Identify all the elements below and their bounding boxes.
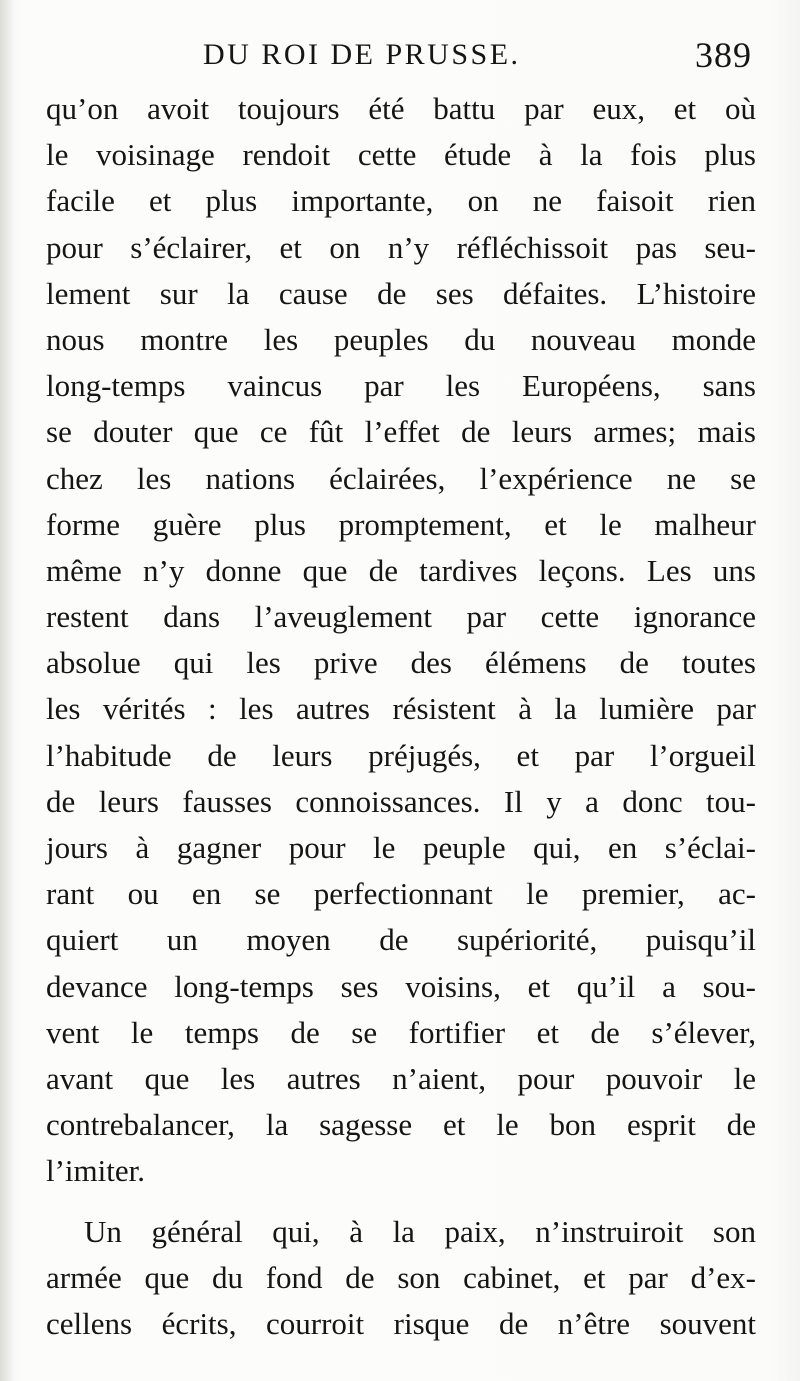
text-line: le voisinage rendoit cette étude à la fois plus [46, 137, 756, 173]
text-line: rant ou en se perfectionnant le premier, ac- [46, 876, 756, 912]
page-header [48, 34, 756, 82]
body-text [46, 86, 756, 1347]
page-number: 389 [695, 35, 752, 75]
text-line: contrebalancer, la sagesse et le bon esprit de [46, 1107, 756, 1143]
paragraph-gap [46, 1195, 756, 1209]
text-line: lement sur la cause de ses défaites. L’histoire [46, 275, 756, 311]
text-line: nous montre les peuples du nouveau monde [46, 321, 756, 357]
text-line: même n’y donne que de tardives leçons. Les uns [46, 552, 756, 588]
text-line: Un général qui, à la paix, n’instruiroit son [84, 1213, 756, 1249]
text-line: se douter que ce fût l’effet de leurs armes; mais [46, 414, 756, 450]
text-line: qu’on avoit toujours été battu par eux, et où [46, 91, 756, 126]
text-line: pour s’éclairer, et on n’y réfléchissoit pas seu- [46, 229, 756, 265]
text-line: facile et plus importante, on ne faisoit rien [46, 183, 756, 219]
text-line: l’habitude de leurs préjugés, et par l’orgueil [46, 737, 756, 773]
text-line: chez les nations éclairées, l’expérience ne se [46, 460, 756, 496]
text-line: jours à gagner pour le peuple qui, en s’éclai- [46, 830, 756, 865]
text-line: forme guère plus promptement, et le malheur [46, 506, 756, 542]
text-line: l’imiter. [46, 1153, 146, 1189]
text-line: armée que du fond de son cabinet, et par d’ex- [46, 1259, 756, 1295]
binding-shadow [0, 0, 14, 1381]
running-head: DU ROI DE PRUSSE. [203, 38, 521, 71]
text-line: restent dans l’aveuglement par cette ignorance [46, 599, 756, 635]
paragraph-2 [46, 1209, 756, 1348]
text-line: quiert un moyen de supériorité, puisqu’il [46, 922, 756, 958]
paragraph-1 [46, 86, 756, 1195]
text-line: de leurs fausses connoissances. Il y a donc tou- [46, 783, 756, 819]
text-line: devance long-temps ses voisins, et qu’il a sou- [46, 968, 756, 1004]
text-line: absolue qui les prive des élémens de toutes [46, 645, 756, 681]
text-line: long-temps vaincus par les Européens, sans [46, 368, 756, 404]
text-line: vent le temps de se fortifier et de s’élever, [46, 1014, 756, 1050]
text-line: cellens écrits, courroit risque de n’être souvent [46, 1305, 756, 1341]
text-line: avant que les autres n’aient, pour pouvoir le [46, 1060, 756, 1096]
text-line: les vérités : les autres résistent à la lumière par [46, 691, 756, 727]
